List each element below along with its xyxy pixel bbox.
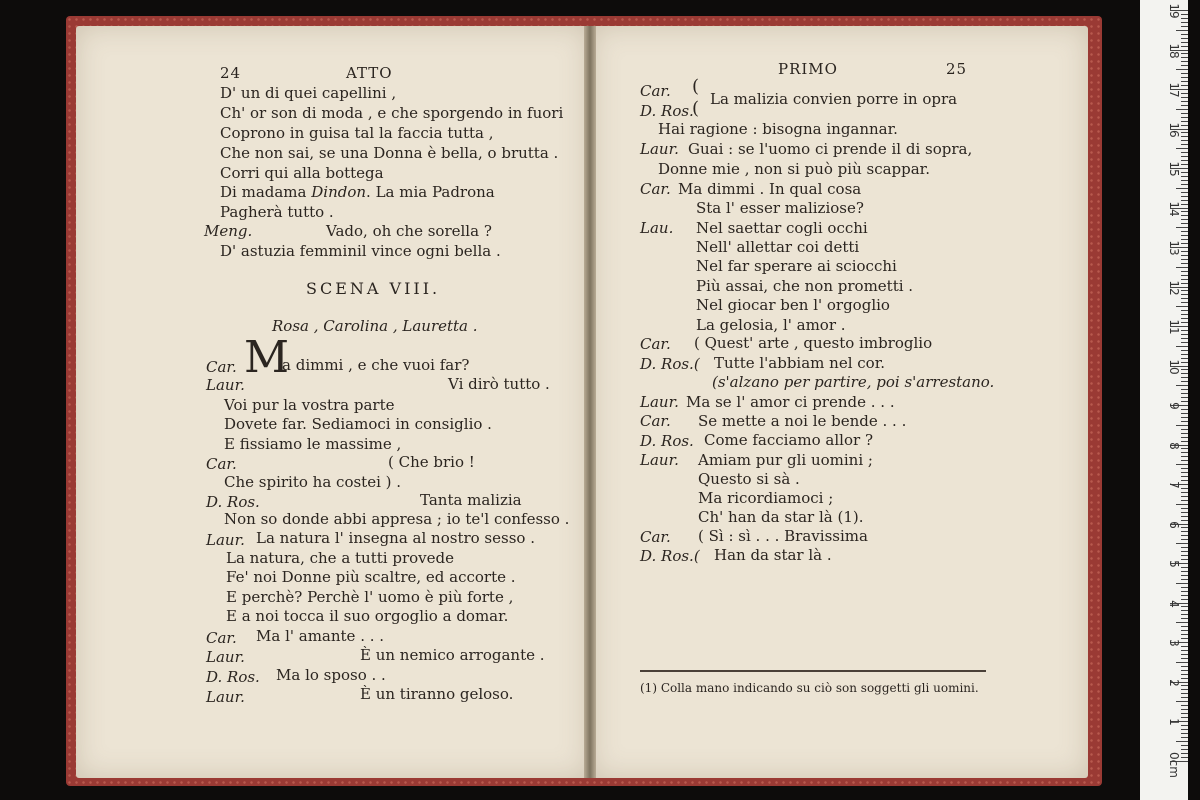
ruler-tick xyxy=(1181,271,1188,272)
ruler-tick xyxy=(1176,464,1188,465)
ruler-tick xyxy=(1181,678,1188,679)
verse-line: Nel giocar ben l' orgoglio xyxy=(696,296,890,314)
text-line: E fissiamo le massime , xyxy=(224,435,402,453)
ruler-tick xyxy=(1181,377,1188,378)
ruler-tick xyxy=(1181,500,1188,501)
ruler-tick xyxy=(1181,468,1188,469)
dialogue-line: Vi dirò tutto . xyxy=(448,375,550,393)
ruler-tick xyxy=(1181,409,1188,410)
ruler-tick xyxy=(1181,670,1188,671)
ruler-tick xyxy=(1176,662,1188,663)
speaker-label: Car. xyxy=(206,629,237,647)
verse-line: Nel saettar cogli occhi xyxy=(696,219,868,237)
dialogue-line: ( Sì : sì . . . Bravissima xyxy=(698,527,868,545)
speaker-label: D. Ros.( xyxy=(640,547,700,565)
ruler-number: 19 xyxy=(1167,3,1181,19)
ruler-tick xyxy=(1181,717,1188,718)
ruler-tick xyxy=(1181,81,1188,82)
ruler-tick xyxy=(1181,448,1188,449)
ruler-tick xyxy=(1181,476,1188,477)
text-line: Hai ragione : bisogna ingannar. xyxy=(658,120,898,138)
right-page-number: 25 xyxy=(946,60,968,78)
dialogue-line: ( Che brio ! xyxy=(388,453,475,471)
ruler-tick xyxy=(1176,148,1188,149)
ruler-tick xyxy=(1181,318,1188,319)
dialogue-line: È un tiranno geloso. xyxy=(360,685,514,703)
ruler-number: 16 xyxy=(1167,121,1181,138)
text-line: Corri qui alla bottega xyxy=(220,164,384,182)
ruler-tick xyxy=(1181,132,1188,133)
ruler-tick xyxy=(1181,275,1188,276)
dialogue-line: Ma l' amante . . . xyxy=(256,627,385,645)
ruler-tick xyxy=(1181,259,1188,260)
dialogue-line: Ma lo sposo . . xyxy=(276,666,386,684)
brace-mark: ( xyxy=(692,98,700,119)
ruler-tick xyxy=(1181,172,1188,173)
ruler-tick xyxy=(1181,527,1188,528)
ruler-tick xyxy=(1181,334,1188,335)
ruler-tick xyxy=(1181,362,1188,363)
ruler-number: 10 xyxy=(1167,358,1181,375)
ruler-tick xyxy=(1181,310,1188,311)
ruler-tick xyxy=(1181,330,1188,331)
dindon-suffix: . La mia Padrona xyxy=(366,183,495,201)
ruler-tick xyxy=(1181,480,1188,481)
ruler-tick xyxy=(1181,152,1188,153)
ruler-tick xyxy=(1181,567,1188,568)
dialogue-line: Han da star là . xyxy=(714,546,832,564)
ruler-tick xyxy=(1181,638,1188,639)
ruler-tick xyxy=(1181,215,1188,216)
scene-characters: Rosa , Carolina , Lauretta . xyxy=(272,317,478,335)
text-line: Voi pur la vostra parte xyxy=(224,396,395,414)
ruler-tick xyxy=(1181,693,1188,694)
ruler-number: 3 xyxy=(1167,639,1181,647)
ruler-tick xyxy=(1181,192,1188,193)
dialogue-line: Ma dimmi . In qual cosa xyxy=(678,180,862,198)
speaker-label: Laur. xyxy=(640,393,679,411)
ruler-tick xyxy=(1181,429,1188,430)
speaker-label: Car. xyxy=(640,528,671,546)
speaker-label: Laur. xyxy=(206,688,245,706)
ruler-number: 13 xyxy=(1167,240,1181,256)
ruler-number: 5 xyxy=(1167,560,1181,568)
ruler-tick xyxy=(1181,606,1188,607)
ruler-tick xyxy=(1181,689,1188,690)
ruler-tick xyxy=(1181,243,1188,244)
ruler-tick xyxy=(1181,658,1188,659)
ruler-tick xyxy=(1181,547,1188,548)
speaker-label: Car. xyxy=(640,180,671,198)
stage-direction: (s'alzano per partire, poi s'arrestano. xyxy=(712,373,995,391)
ruler-tick xyxy=(1181,666,1188,667)
book-gutter xyxy=(584,26,596,778)
ruler-tick xyxy=(1181,338,1188,339)
ruler-tick xyxy=(1181,97,1188,98)
ruler-tick xyxy=(1176,425,1188,426)
dialogue-line: Se mette a noi le bende . . . xyxy=(698,412,907,430)
ruler-tick xyxy=(1181,674,1188,675)
ruler-tick xyxy=(1181,452,1188,453)
ruler-tick xyxy=(1181,164,1188,165)
ruler-tick xyxy=(1181,263,1188,264)
dialogue-line: Ma se l' amor ci prende . . . xyxy=(686,393,895,411)
ruler-tick xyxy=(1181,61,1188,62)
ruler-tick xyxy=(1181,437,1188,438)
ruler-tick xyxy=(1181,279,1188,280)
text-line: Donne mie , non si può più scappar. xyxy=(658,160,930,178)
ruler-tick xyxy=(1181,42,1188,43)
ruler-tick xyxy=(1181,591,1188,592)
text-line: E a noi tocca il suo orgoglio a domar. xyxy=(226,607,509,625)
ruler-tick xyxy=(1181,389,1188,390)
ruler-number: 8 xyxy=(1167,441,1181,450)
dialogue-line: Amiam pur gli uomini ; xyxy=(698,451,873,469)
ruler-tick xyxy=(1181,626,1188,627)
dialogue-line: Guai : se l'uomo ci prende il di sopra, xyxy=(688,140,973,158)
ruler-tick xyxy=(1181,654,1188,655)
text-line: Che spirito ha costei ) . xyxy=(224,473,402,491)
ruler-tick xyxy=(1181,235,1188,236)
ruler-tick xyxy=(1181,630,1188,631)
ruler-tick xyxy=(1181,196,1188,197)
ruler-tick xyxy=(1181,492,1188,493)
ruler-tick xyxy=(1181,26,1188,27)
ruler-tick xyxy=(1181,136,1188,137)
ruler-tick xyxy=(1181,725,1188,726)
ruler-tick xyxy=(1176,583,1188,584)
dialogue-line: Tanta malizia xyxy=(420,491,522,509)
ruler-tick xyxy=(1181,697,1188,698)
speaker-label: Laur. xyxy=(206,648,245,666)
right-running-head: PRIMO xyxy=(778,60,838,78)
ruler-tick xyxy=(1181,251,1188,252)
ruler-tick xyxy=(1181,713,1188,714)
ruler-tick xyxy=(1181,294,1188,295)
ruler-tick xyxy=(1181,685,1188,686)
ruler-tick xyxy=(1181,729,1188,730)
ruler-tick xyxy=(1181,77,1188,78)
dialogue-line: Vado, oh che sorella ? xyxy=(326,222,492,240)
ruler-tick xyxy=(1181,381,1188,382)
ruler-tick xyxy=(1176,741,1188,742)
verse-line: Nell' allettar coi detti xyxy=(696,238,860,256)
ruler-tick xyxy=(1181,634,1188,635)
ruler-tick xyxy=(1181,650,1188,651)
ruler-tick xyxy=(1181,283,1188,284)
ruler-tick xyxy=(1181,753,1188,754)
text-line: Ch' or son di moda , e che sporgendo in fuori xyxy=(220,104,564,122)
text-line: Fe' noi Donne più scaltre, ed accorte . xyxy=(226,568,516,586)
ruler-tick xyxy=(1181,73,1188,74)
text-line-dindon xyxy=(220,183,495,201)
verse-line: La gelosia, l' amor . xyxy=(696,316,846,334)
ruler-tick xyxy=(1181,460,1188,461)
text-line: D' un di quei capellini , xyxy=(220,84,397,102)
ruler-number: 7 xyxy=(1167,481,1181,489)
ruler-tick xyxy=(1181,354,1188,355)
ruler-tick xyxy=(1181,121,1188,122)
ruler-tick xyxy=(1181,393,1188,394)
ruler-tick xyxy=(1181,595,1188,596)
ruler-tick xyxy=(1181,456,1188,457)
ruler-tick xyxy=(1181,733,1188,734)
ruler-tick xyxy=(1181,65,1188,66)
ruler-tick xyxy=(1181,512,1188,513)
ruler-tick xyxy=(1181,314,1188,315)
ruler-tick xyxy=(1181,417,1188,418)
ruler-tick xyxy=(1181,737,1188,738)
speaker-label: Car. xyxy=(206,358,237,376)
ruler-tick xyxy=(1181,745,1188,746)
ruler-tick xyxy=(1181,125,1188,126)
ruler-tick xyxy=(1181,587,1188,588)
ruler-tick xyxy=(1181,599,1188,600)
ruler-tick xyxy=(1176,543,1188,544)
speaker-label: Laur. xyxy=(640,140,679,158)
speaker-label: D. Ros. xyxy=(640,432,694,450)
ruler-tick xyxy=(1181,231,1188,232)
ruler-tick xyxy=(1181,184,1188,185)
ruler-tick xyxy=(1181,618,1188,619)
speaker-label: D. Ros. xyxy=(206,493,260,511)
ruler-tick xyxy=(1181,520,1188,521)
ruler-tick xyxy=(1181,38,1188,39)
speaker-label: Car. xyxy=(640,412,671,430)
speaker-label: D. Ros.( xyxy=(640,355,700,373)
ruler-tick xyxy=(1181,705,1188,706)
ruler-tick xyxy=(1176,30,1188,31)
ruler-number: 6 xyxy=(1167,520,1181,529)
ruler-tick xyxy=(1176,622,1188,623)
brace-mark: ( xyxy=(692,76,700,97)
ruler-tick xyxy=(1181,34,1188,35)
ruler-tick xyxy=(1181,176,1188,177)
ruler-tick xyxy=(1181,614,1188,615)
ruler-tick xyxy=(1181,204,1188,205)
ruler-tick xyxy=(1181,610,1188,611)
ruler-tick xyxy=(1176,504,1188,505)
ruler-tick xyxy=(1181,441,1188,442)
ruler-tick xyxy=(1181,397,1188,398)
ruler-tick xyxy=(1176,109,1188,110)
measuring-ruler xyxy=(1140,0,1188,800)
ruler-tick xyxy=(1181,144,1188,145)
ruler-tick xyxy=(1181,646,1188,647)
speaker-label: Car. xyxy=(206,455,237,473)
ruler-tick xyxy=(1181,322,1188,323)
ruler-tick xyxy=(1181,53,1188,54)
speaker-label: Meng. xyxy=(204,222,253,240)
ruler-tick xyxy=(1181,46,1188,47)
ruler-tick xyxy=(1181,117,1188,118)
ruler-number: 2 xyxy=(1167,678,1181,687)
ruler-tick xyxy=(1181,211,1188,212)
speaker-label: Laur. xyxy=(640,451,679,469)
ruler-tick xyxy=(1181,373,1188,374)
ruler-number: 9 xyxy=(1167,402,1181,410)
drop-cap: M xyxy=(244,332,290,383)
dindon-prefix: Di madama xyxy=(220,183,312,201)
ruler-tick xyxy=(1181,219,1188,220)
speaker-label: Laur. xyxy=(206,531,245,549)
speaker-label: D. Ros. xyxy=(640,102,694,120)
ruler-tick xyxy=(1181,290,1188,291)
ruler-tick xyxy=(1181,302,1188,303)
verse-line: Più assai, che non prometti . xyxy=(696,277,914,295)
ruler-tick xyxy=(1181,160,1188,161)
ruler-number: 15 xyxy=(1167,161,1181,177)
dialogue-line: a dimmi , e che vuoi far? xyxy=(282,356,470,374)
ruler-tick xyxy=(1181,14,1188,15)
speaker-label: Car. xyxy=(640,335,671,353)
ruler-tick xyxy=(1181,433,1188,434)
verse-line: Ma ricordiamoci ; xyxy=(698,489,834,507)
ruler-tick xyxy=(1181,421,1188,422)
left-page-number: 24 xyxy=(220,64,242,82)
text-line: Dovete far. Sediamoci in consiglio . xyxy=(224,415,492,433)
ruler-tick xyxy=(1181,709,1188,710)
dialogue-line: ( Quest' arte , questo imbroglio xyxy=(694,334,933,352)
dialogue-line: È un nemico arrogante . xyxy=(360,646,545,664)
speaker-label: Car. xyxy=(640,82,671,100)
ruler-tick xyxy=(1181,575,1188,576)
ruler-tick xyxy=(1181,472,1188,473)
ruler-tick xyxy=(1181,180,1188,181)
ruler-tick xyxy=(1176,701,1188,702)
verse-line: Ch' han da star là (1). xyxy=(698,508,864,526)
ruler-tick xyxy=(1181,555,1188,556)
ruler-tick xyxy=(1181,57,1188,58)
dindon-name: Dindon xyxy=(311,183,367,201)
ruler-tick xyxy=(1181,579,1188,580)
ruler-tick xyxy=(1176,385,1188,386)
footnote-rule xyxy=(640,670,986,672)
ruler-tick xyxy=(1176,306,1188,307)
ruler-tick xyxy=(1181,156,1188,157)
ruler-tick xyxy=(1181,559,1188,560)
verse-line: Nel far sperare ai sciocchi xyxy=(696,257,897,275)
ruler-tick xyxy=(1176,227,1188,228)
ruler-tick xyxy=(1181,757,1188,758)
text-line: Coprono in guisa tal la faccia tutta , xyxy=(220,124,494,142)
ruler-number: 12 xyxy=(1167,279,1181,296)
ruler-tick xyxy=(1181,413,1188,414)
dialogue-line: Come facciamo allor ? xyxy=(704,431,873,449)
ruler-number: 17 xyxy=(1167,82,1181,98)
ruler-tick xyxy=(1181,488,1188,489)
ruler-number: 11 xyxy=(1167,319,1181,335)
speaker-label: D. Ros. xyxy=(206,668,260,686)
ruler-tick xyxy=(1181,508,1188,509)
ruler-tick xyxy=(1181,531,1188,532)
ruler-tick xyxy=(1176,267,1188,268)
ruler-tick xyxy=(1181,551,1188,552)
footnote: (1) Colla mano indicando su ciò son soggetti gli uomini. xyxy=(640,681,979,695)
ruler-tick xyxy=(1181,105,1188,106)
speaker-label: Laur. xyxy=(206,376,245,394)
ruler-tick xyxy=(1181,200,1188,201)
ruler-tick xyxy=(1181,401,1188,402)
text-line: La natura, che a tutti provede xyxy=(226,549,454,567)
speaker-label: Lau. xyxy=(640,219,674,237)
ruler-tick xyxy=(1181,516,1188,517)
ruler-tick xyxy=(1181,342,1188,343)
ruler-tick xyxy=(1181,239,1188,240)
scene-title: SCENA VIII. xyxy=(306,279,441,298)
ruler-tick xyxy=(1181,350,1188,351)
ruler-tick xyxy=(1181,539,1188,540)
ruler-tick xyxy=(1181,113,1188,114)
verse-line: Questo si sà . xyxy=(698,470,800,488)
ruler-tick xyxy=(1181,101,1188,102)
ruler-tick xyxy=(1181,18,1188,19)
ruler-number: 14 xyxy=(1167,200,1181,217)
left-running-head: ATTO xyxy=(346,64,393,82)
text-line: E perchè? Perchè l' uomo è più forte , xyxy=(226,588,514,606)
ruler-tick xyxy=(1181,140,1188,141)
ruler-tick xyxy=(1181,749,1188,750)
ruler-tick xyxy=(1181,369,1188,370)
text-line: Non so donde abbi appresa ; io te'l confesso . xyxy=(224,510,570,528)
ruler-tick xyxy=(1181,496,1188,497)
ruler-tick xyxy=(1176,188,1188,189)
ruler-tick xyxy=(1181,298,1188,299)
ruler-tick xyxy=(1181,535,1188,536)
ruler-number: 4 xyxy=(1167,599,1181,608)
ruler-tick xyxy=(1181,571,1188,572)
text-line: Sta l' esser maliziose? xyxy=(696,199,864,217)
ruler-tick xyxy=(1181,223,1188,224)
ruler-number: 1 xyxy=(1167,718,1181,726)
text-line: Pagherà tutto . xyxy=(220,203,334,221)
ruler-tick xyxy=(1181,255,1188,256)
ruler-tick xyxy=(1176,69,1188,70)
dialogue-line: La malizia convien porre in opra xyxy=(710,90,958,108)
ruler-tick xyxy=(1181,85,1188,86)
text-line: Che non sai, se una Donna è bella, o brutta . xyxy=(220,144,559,162)
text-line: D' astuzia femminil vince ogni bella . xyxy=(220,242,501,260)
ruler-number: 18 xyxy=(1167,42,1181,59)
ruler-number: 0cm xyxy=(1167,751,1181,778)
ruler-tick xyxy=(1181,22,1188,23)
dialogue-line: Tutte l'abbiam nel cor. xyxy=(714,354,885,372)
ruler-tick xyxy=(1181,93,1188,94)
ruler-tick xyxy=(1176,346,1188,347)
ruler-tick xyxy=(1181,358,1188,359)
dialogue-line: La natura l' insegna al nostro sesso . xyxy=(256,529,535,547)
